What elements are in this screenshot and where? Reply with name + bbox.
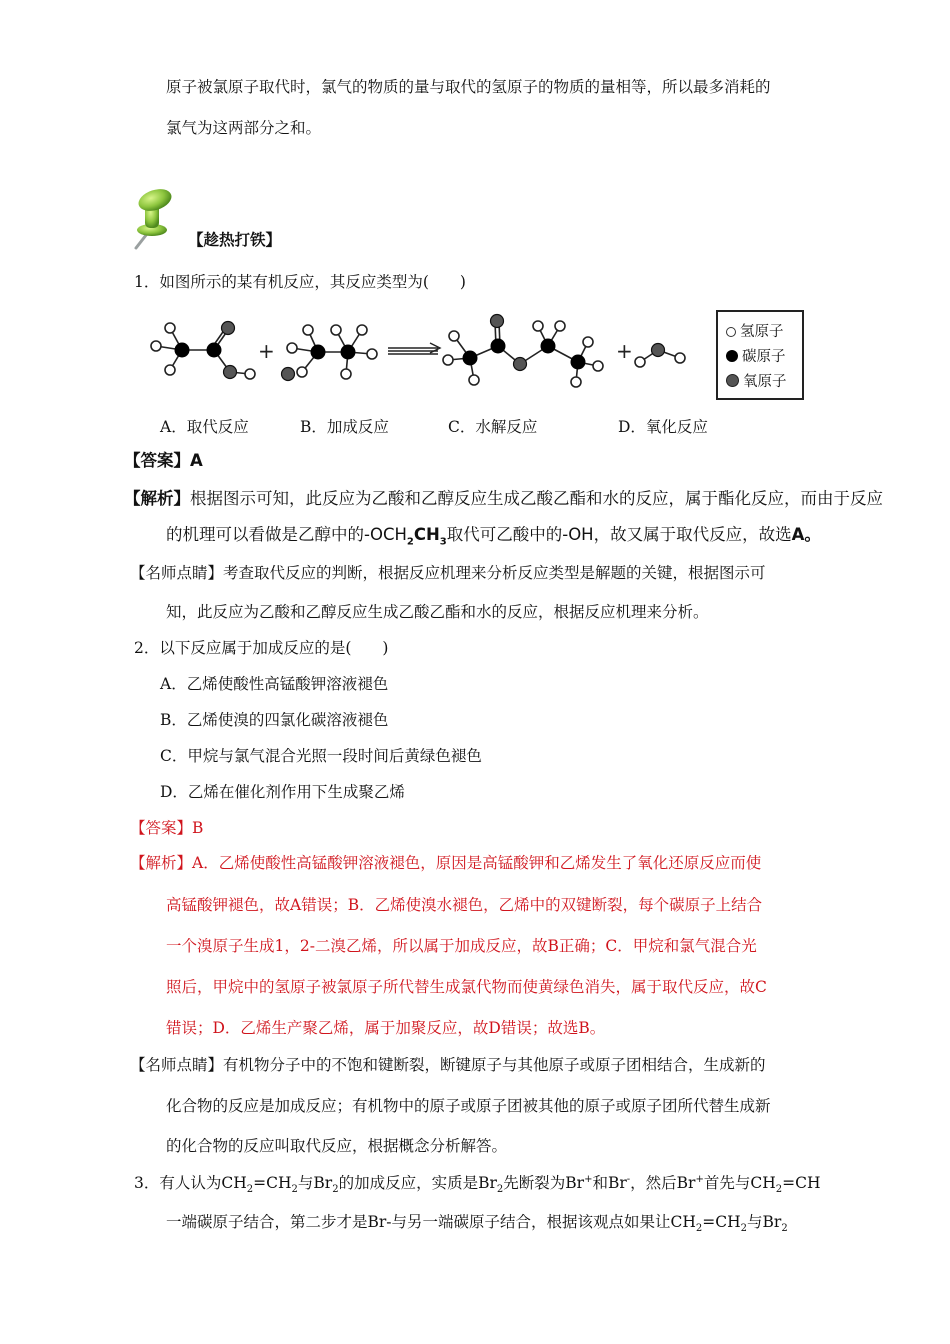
q1-analysis-text-2a: 的机理可以看做是乙醇中的-OCH [166,525,407,544]
intro-line-2: 氯气为这两部分之和。 [166,119,322,137]
q3-sub-3: 2 [332,1184,339,1196]
q2-tip-line-3: 的化合物的反应叫取代反应，根据概念分析解答。 [166,1137,508,1155]
q2-analysis-label: 【解析】 [130,854,193,872]
q3-sub-2: 2 [291,1184,298,1196]
q2-option-d: D．乙烯在催化剂作用下生成聚乙烯 [160,783,405,801]
q2-answer-label: 【答案】 [130,819,193,837]
q3-text-2b: =CH [702,1213,741,1231]
legend-hydrogen [726,320,784,341]
q2-tip-label: 【名师点睛】 [130,1056,224,1074]
q2-analysis-line-1 [130,853,761,873]
legend-oxygen [726,370,787,391]
q2-analysis-line-2: 高锰酸钾褪色，故A错误；B．乙烯使溴水褪色，乙烯中的双键断裂，每个碳原子上结合 [166,896,763,914]
q2-option-b: B．乙烯使溴的四氯化碳溶液褪色 [160,711,389,729]
q1-analysis-sub-2: 3 [439,536,447,548]
q3-sup-1: + [584,1173,593,1185]
q1-option-d: D．氧化反应 [618,418,708,436]
q1-analysis-text-2d: A。 [791,525,821,544]
q3-sub-8: 2 [781,1223,788,1235]
q3-text-1f: 和Br [592,1174,627,1192]
q3-line-2 [166,1212,788,1235]
q1-option-c: C．水解反应 [448,418,538,436]
q3-sup-3: + [695,1173,704,1185]
q1-tip-label: 【名师点睛】 [130,564,224,582]
q1-option-b: B．加成反应 [300,418,389,436]
pushpin-icon [128,186,182,252]
q3-sub-5: 2 [775,1184,783,1196]
q1-analysis-label: 【解析】 [124,489,190,508]
q1-analysis-sub-1: 2 [406,536,414,548]
legend-carbon-label: 碳原子 [742,349,786,365]
q2-analysis-line-4: 照后，甲烷中的氢原子被氯原子所代替生成氯代物而使黄绿色消失，属于取代反应，故C [166,978,767,996]
q2-tip-line-1 [130,1055,766,1075]
q2-analysis-line-5: 错误；D．乙烯生产聚乙烯，属于加聚反应，故D错误；故选B。 [166,1019,606,1037]
q2-tip-line-2: 化合物的反应是加成反应；有机物中的原子或原子团被其他的原子或原子团所代替生成新 [166,1097,771,1115]
q3-text-2a: 一端碳原子结合，第二步才是Br-与另一端碳原子结合，根据该观点如果让CH [166,1213,696,1231]
q2-analysis-line-3: 一个溴原子生成1，2-二溴乙烯，所以属于加成反应，故B正确；C．甲烷和氯气混合光 [166,937,757,955]
q1-answer [124,451,203,471]
q1-analysis-line-2 [166,525,821,548]
q3-text-1c: 与Br [297,1174,333,1192]
q3-text-1e: 先断裂为Br [503,1174,585,1192]
section-title: 【趁热打铁】 [188,230,282,249]
legend-oxygen-label: 氧原子 [743,374,787,390]
q3-text-2c: 与Br [747,1213,782,1231]
q3-line-1 [134,1173,821,1196]
q3-sup-2: - [626,1173,631,1185]
q3-text-1i: =CH [782,1174,821,1192]
atom-legend [716,310,804,400]
q2-answer-value: B [192,819,204,837]
q2-tip-text-1: 有机物分子中的不饱和键断裂，断键原子与其他原子或原子团相结合，生成新的 [223,1056,766,1074]
q1-answer-value: A [190,451,203,470]
q3-text-1b: =CH [253,1174,292,1192]
q1-answer-label: 【答案】 [124,451,190,470]
q1-option-a: A．取代反应 [160,418,249,436]
q1-tip-line-1 [130,563,766,583]
legend-carbon [726,345,786,366]
reaction-diagram [140,312,710,394]
q2-analysis-text-1: A．乙烯使酸性高锰酸钾溶液褪色，原因是高锰酸钾和乙烯发生了氧化还原反应而使 [192,854,762,872]
q1-analysis-line-1 [124,489,883,509]
q3-sub-1: 2 [246,1184,254,1196]
legend-hydrogen-label: 氢原子 [740,324,784,340]
q2-answer [130,818,203,838]
svg-text:+: + [616,339,633,363]
q3-text-1d: 的加成反应，实质是Br [338,1174,497,1192]
svg-text:+: + [258,339,275,363]
q3-sub-7: 2 [740,1223,748,1235]
q1-stem: 1．如图所示的某有机反应，其反应类型为( ) [134,273,466,291]
q1-tip-line-2: 知，此反应为乙酸和乙醇反应生成乙酸乙酯和水的反应，根据反应机理来分析。 [166,603,709,621]
q1-analysis-text-1: 根据图示可知，此反应为乙酸和乙醇反应生成乙酸乙酯和水的反应，属于酯化反应，而由于反应 [190,489,883,508]
q2-option-a: A．乙烯使酸性高锰酸钾溶液褪色 [160,675,389,693]
hydrogen-atom-icon [726,327,736,337]
intro-line-1: 原子被氯原子取代时，氯气的物质的量与取代的氢原子的物质的量相等，所以最多消耗的 [166,78,771,96]
q2-option-c: C．甲烷与氯气混合光照一段时间后黄绿色褪色 [160,747,482,765]
carbon-atom-icon [726,350,738,362]
q3-text-1h: 首先与CH [703,1174,776,1192]
q1-analysis-text-2b: CH [413,525,440,544]
q3-text-1g: ，然后Br [630,1174,696,1192]
oxygen-atom-icon [726,374,739,387]
q3-sub-6: 2 [695,1223,703,1235]
q2-stem: 2．以下反应属于加成反应的是( ) [134,639,389,657]
q3-sub-4: 2 [496,1184,504,1196]
q3-text-1a: 3．有人认为CH [134,1174,247,1192]
q1-tip-text-1: 考查取代反应的判断，根据反应机理来分析反应类型是解题的关键，根据图示可 [223,564,766,582]
q1-analysis-text-2c: 取代可乙酸中的-OH，故又属于取代反应，故选 [446,525,792,544]
